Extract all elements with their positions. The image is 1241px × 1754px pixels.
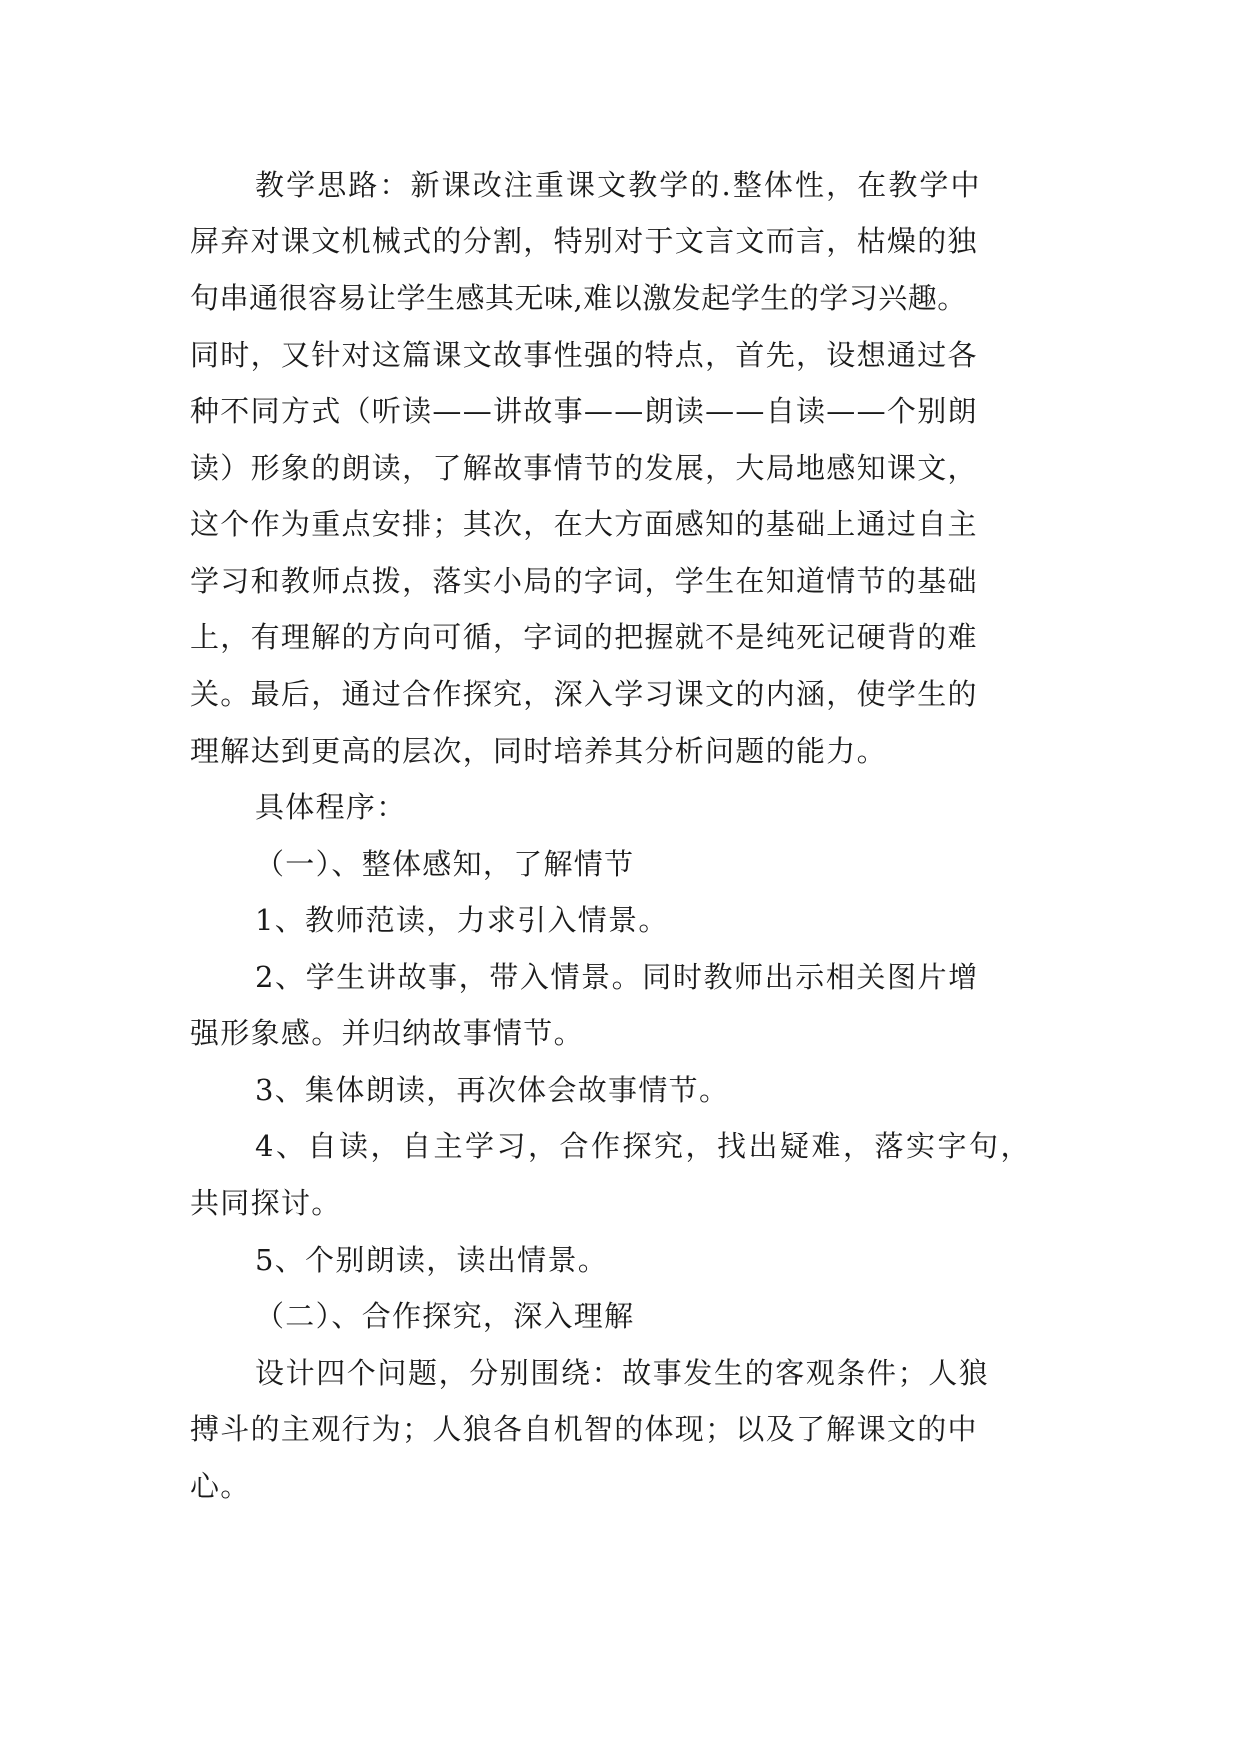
paragraph-line: 同时，又针对这篇课文故事性强的特点，首先，设想通过各 — [190, 338, 978, 372]
paragraph-line: 屏弃对课文机械式的分割，特别对于文言文而言，枯燥的独 — [190, 224, 978, 258]
list-item-continuation: 共同探讨。 — [190, 1186, 342, 1220]
paragraph-line: 上，有理解的方向可循，字词的把握就不是纯死记硬背的难 — [190, 620, 978, 654]
paragraph-line: 心。 — [190, 1469, 251, 1503]
paragraph-line: 这个作为重点安排；其次，在大方面感知的基础上通过自主 — [190, 507, 978, 541]
list-item: 2、学生讲故事，带入情景。同时教师出示相关图片增 — [255, 960, 979, 994]
paragraph-line: 学习和教师点拨，落实小局的字词，学生在知道情节的基础 — [190, 564, 978, 598]
paragraph-line: 关。最后，通过合作探究，深入学习课文的内涵，使学生的 — [190, 677, 978, 711]
subsection-heading: （一）、整体感知，了解情节 — [255, 847, 635, 881]
paragraph-line: 理解达到更高的层次，同时培养其分析问题的能力。 — [190, 734, 887, 768]
list-item: 1、教师范读，力求引入情景。 — [255, 903, 669, 937]
list-item: 4、自读，自主学习，合作探究，找出疑难，落实字句， — [255, 1129, 1032, 1163]
paragraph-line: 搏斗的主观行为；人狼各自机智的体现；以及了解课文的中 — [190, 1412, 978, 1446]
subsection-heading: （二）、合作探究，深入理解 — [255, 1299, 635, 1333]
paragraph-line: 设计四个问题，分别围绕：故事发生的客观条件；人狼 — [255, 1356, 990, 1390]
list-item: 3、集体朗读，再次体会故事情节。 — [255, 1073, 730, 1107]
list-item: 5、个别朗读，读出情景。 — [255, 1243, 609, 1277]
paragraph-line: 读）形象的朗读，了解故事情节的发展，大局地感知课文， — [190, 451, 978, 485]
paragraph-line: 教学思路：新课改注重课文教学的.整体性，在教学中 — [255, 168, 982, 202]
paragraph-line: 种不同方式（听读——讲故事——朗读——自读——个别朗 — [190, 394, 978, 428]
paragraph-line: 句串通很容易让学生感其无味,难以激发起学生的学习兴趣。 — [190, 281, 967, 315]
section-heading: 具体程序： — [255, 790, 407, 824]
list-item-continuation: 强形象感。并归纳故事情节。 — [190, 1016, 584, 1050]
